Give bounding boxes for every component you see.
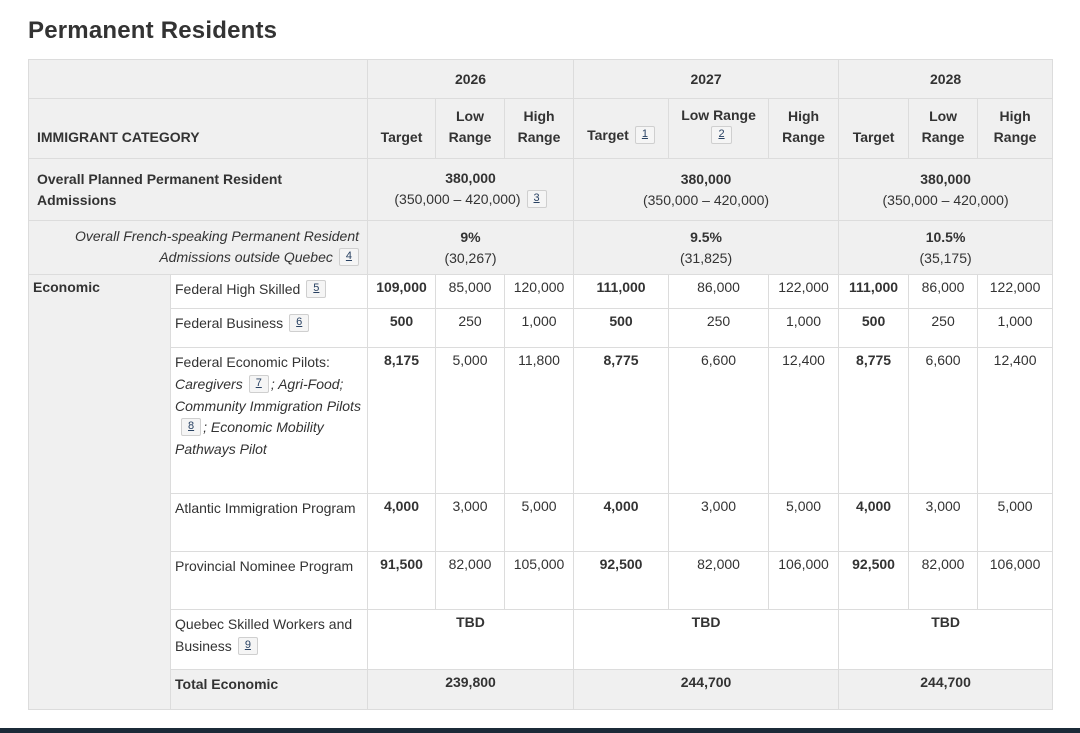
- fhs-2026-low: 85,000: [436, 275, 505, 309]
- french-2028-cell: [839, 221, 1053, 275]
- french-2027-count: (31,825): [679, 249, 733, 266]
- low-range-header-2027-label: Low Range: [681, 106, 756, 123]
- permanent-residents-table: [28, 59, 1053, 710]
- total-economic-label: Total Economic: [171, 670, 368, 710]
- target-header-2028: Target: [839, 99, 909, 159]
- french-2027-pct: 9.5%: [690, 228, 722, 245]
- column-header-row: [29, 99, 1053, 159]
- pilots-2026-target: 8,175: [368, 348, 436, 494]
- pnp-2027-high: 106,000: [769, 552, 839, 610]
- fhs-2028-high: 122,000: [978, 275, 1053, 309]
- overall-2026-range: (350,000 – 420,000) 3: [372, 189, 569, 211]
- low-range-header-2026: Low Range: [436, 99, 505, 159]
- pilots-label-middle: ; Agri-Food; Community Immigration Pilots: [175, 375, 361, 414]
- fhs-2028-target: 111,000: [839, 275, 909, 309]
- pilots-2027-high: 12,400: [769, 348, 839, 494]
- low-range-header-2027: [669, 99, 769, 159]
- atlantic-immigration-label: Atlantic Immigration Program: [171, 494, 368, 552]
- footnote-link-3[interactable]: 3: [527, 190, 547, 208]
- high-range-header-2026: High Range: [505, 99, 574, 159]
- fb-2026-high: 1,000: [505, 309, 574, 348]
- quebec-skilled-label: Quebec Skilled Workers and Business 9: [171, 610, 368, 670]
- pnp-2028-target: 92,500: [839, 552, 909, 610]
- pnp-2027-low: 82,000: [669, 552, 769, 610]
- pilots-label-main: Federal Economic Pilots:: [175, 354, 330, 370]
- overall-2028-cell: [839, 159, 1053, 221]
- overall-2028-target: 380,000: [920, 170, 971, 187]
- pilots-2028-high: 12,400: [978, 348, 1053, 494]
- federal-economic-pilots-label: [171, 348, 368, 494]
- federal-high-skilled-row: [29, 275, 1053, 309]
- footnote-link-4[interactable]: 4: [339, 248, 359, 266]
- fb-2028-high: 1,000: [978, 309, 1053, 348]
- year-header-2027: 2027: [574, 60, 839, 99]
- pilots-label-caregivers: Caregivers: [175, 375, 243, 392]
- fb-2026-target: 500: [368, 309, 436, 348]
- target-header-2026: Target: [368, 99, 436, 159]
- french-speaking-row: [29, 221, 1053, 275]
- fb-2027-target: 500: [574, 309, 669, 348]
- atl-2028-target: 4,000: [839, 494, 909, 552]
- atlantic-immigration-row: [29, 494, 1053, 552]
- low-range-header-2028: Low Range: [909, 99, 978, 159]
- total-2027-value: 244,700: [574, 670, 839, 710]
- federal-economic-pilots-row: [29, 348, 1053, 494]
- provincial-nominee-label: Provincial Nominee Program: [171, 552, 368, 610]
- quebec-2027-value: TBD: [574, 610, 839, 670]
- fb-2026-low: 250: [436, 309, 505, 348]
- french-2026-cell: [368, 221, 574, 275]
- french-2026-count: (30,267): [444, 249, 497, 266]
- fb-2027-high: 1,000: [769, 309, 839, 348]
- pilots-label-end: ; Economic Mobility Pathways Pilot: [175, 419, 324, 458]
- pnp-2028-high: 106,000: [978, 552, 1053, 610]
- pnp-2026-low: 82,000: [436, 552, 505, 610]
- footnote-link-6[interactable]: 6: [289, 314, 309, 332]
- french-speaking-label: Overall French-speaking Permanent Resident Admissions outside Quebec 4: [29, 221, 368, 275]
- year-header-2028: 2028: [839, 60, 1053, 99]
- pilots-2026-low: 5,000: [436, 348, 505, 494]
- fhs-2028-low: 86,000: [909, 275, 978, 309]
- pilots-2027-low: 6,600: [669, 348, 769, 494]
- bottom-edge-bar: [0, 728, 1080, 733]
- target-header-2027-label: Target: [587, 127, 629, 143]
- footnote-link-7[interactable]: 7: [249, 375, 269, 393]
- quebec-skilled-row: [29, 610, 1053, 670]
- fhs-2026-high: 120,000: [505, 275, 574, 309]
- french-2027-cell: [574, 221, 839, 275]
- fhs-2027-high: 122,000: [769, 275, 839, 309]
- pilots-2027-target: 8,775: [574, 348, 669, 494]
- overall-2026-target: 380,000: [445, 170, 496, 186]
- federal-business-label: Federal Business 6: [171, 309, 368, 348]
- economic-group-cell: Economic: [29, 275, 171, 710]
- federal-high-skilled-label: Federal High Skilled 5: [171, 275, 368, 309]
- total-2028-value: 244,700: [839, 670, 1053, 710]
- pilots-2026-high: 11,800: [505, 348, 574, 494]
- pilots-2028-target: 8,775: [839, 348, 909, 494]
- atl-2027-high: 5,000: [769, 494, 839, 552]
- fhs-2026-target: 109,000: [368, 275, 436, 309]
- atl-2026-high: 5,000: [505, 494, 574, 552]
- french-2028-pct: 10.5%: [925, 228, 966, 245]
- footnote-link-1[interactable]: 1: [635, 126, 655, 144]
- provincial-nominee-row: [29, 552, 1053, 610]
- atl-2027-low: 3,000: [669, 494, 769, 552]
- quebec-2028-value: TBD: [839, 610, 1053, 670]
- corner-empty-cell: [29, 60, 368, 99]
- atl-2028-high: 5,000: [978, 494, 1053, 552]
- footnote-link-9[interactable]: 9: [238, 637, 258, 655]
- pilots-2028-low: 6,600: [909, 348, 978, 494]
- overall-2027-target: 380,000: [680, 170, 732, 187]
- fb-2028-target: 500: [839, 309, 909, 348]
- year-header-2026: 2026: [368, 60, 574, 99]
- overall-2028-range: (350,000 – 420,000): [882, 191, 1009, 208]
- high-range-header-2028: High Range: [978, 99, 1053, 159]
- atl-2026-target: 4,000: [368, 494, 436, 552]
- atl-2027-target: 4,000: [574, 494, 669, 552]
- federal-business-row: [29, 309, 1053, 348]
- footnote-link-2[interactable]: 2: [711, 126, 731, 144]
- total-2026-value: 239,800: [368, 670, 574, 710]
- fhs-2027-target: 111,000: [574, 275, 669, 309]
- pnp-2027-target: 92,500: [574, 552, 669, 610]
- french-2026-pct: 9%: [460, 228, 481, 245]
- page-title: Permanent Residents: [28, 17, 278, 44]
- pnp-2026-target: 91,500: [368, 552, 436, 610]
- pnp-2028-low: 82,000: [909, 552, 978, 610]
- overall-2027-cell: [574, 159, 839, 221]
- fhs-2027-low: 86,000: [669, 275, 769, 309]
- atl-2026-low: 3,000: [436, 494, 505, 552]
- year-header-row: [29, 60, 1053, 99]
- fb-2027-low: 250: [669, 309, 769, 348]
- target-header-2027: [574, 99, 669, 159]
- overall-2026-cell: [368, 159, 574, 221]
- footnote-link-5[interactable]: 5: [306, 280, 326, 298]
- total-economic-row: [29, 670, 1053, 710]
- atl-2028-low: 3,000: [909, 494, 978, 552]
- french-2028-count: (35,175): [919, 249, 972, 266]
- overall-2027-range: (350,000 – 420,000): [642, 191, 770, 208]
- quebec-2026-value: TBD: [368, 610, 574, 670]
- immigrant-category-header: IMMIGRANT CATEGORY: [29, 99, 368, 159]
- pnp-2026-high: 105,000: [505, 552, 574, 610]
- footnote-link-8[interactable]: 8: [181, 418, 201, 436]
- high-range-header-2027: High Range: [769, 99, 839, 159]
- fb-2028-low: 250: [909, 309, 978, 348]
- overall-admissions-label: Overall Planned Permanent Resident Admissions: [29, 159, 368, 221]
- overall-admissions-row: [29, 159, 1053, 221]
